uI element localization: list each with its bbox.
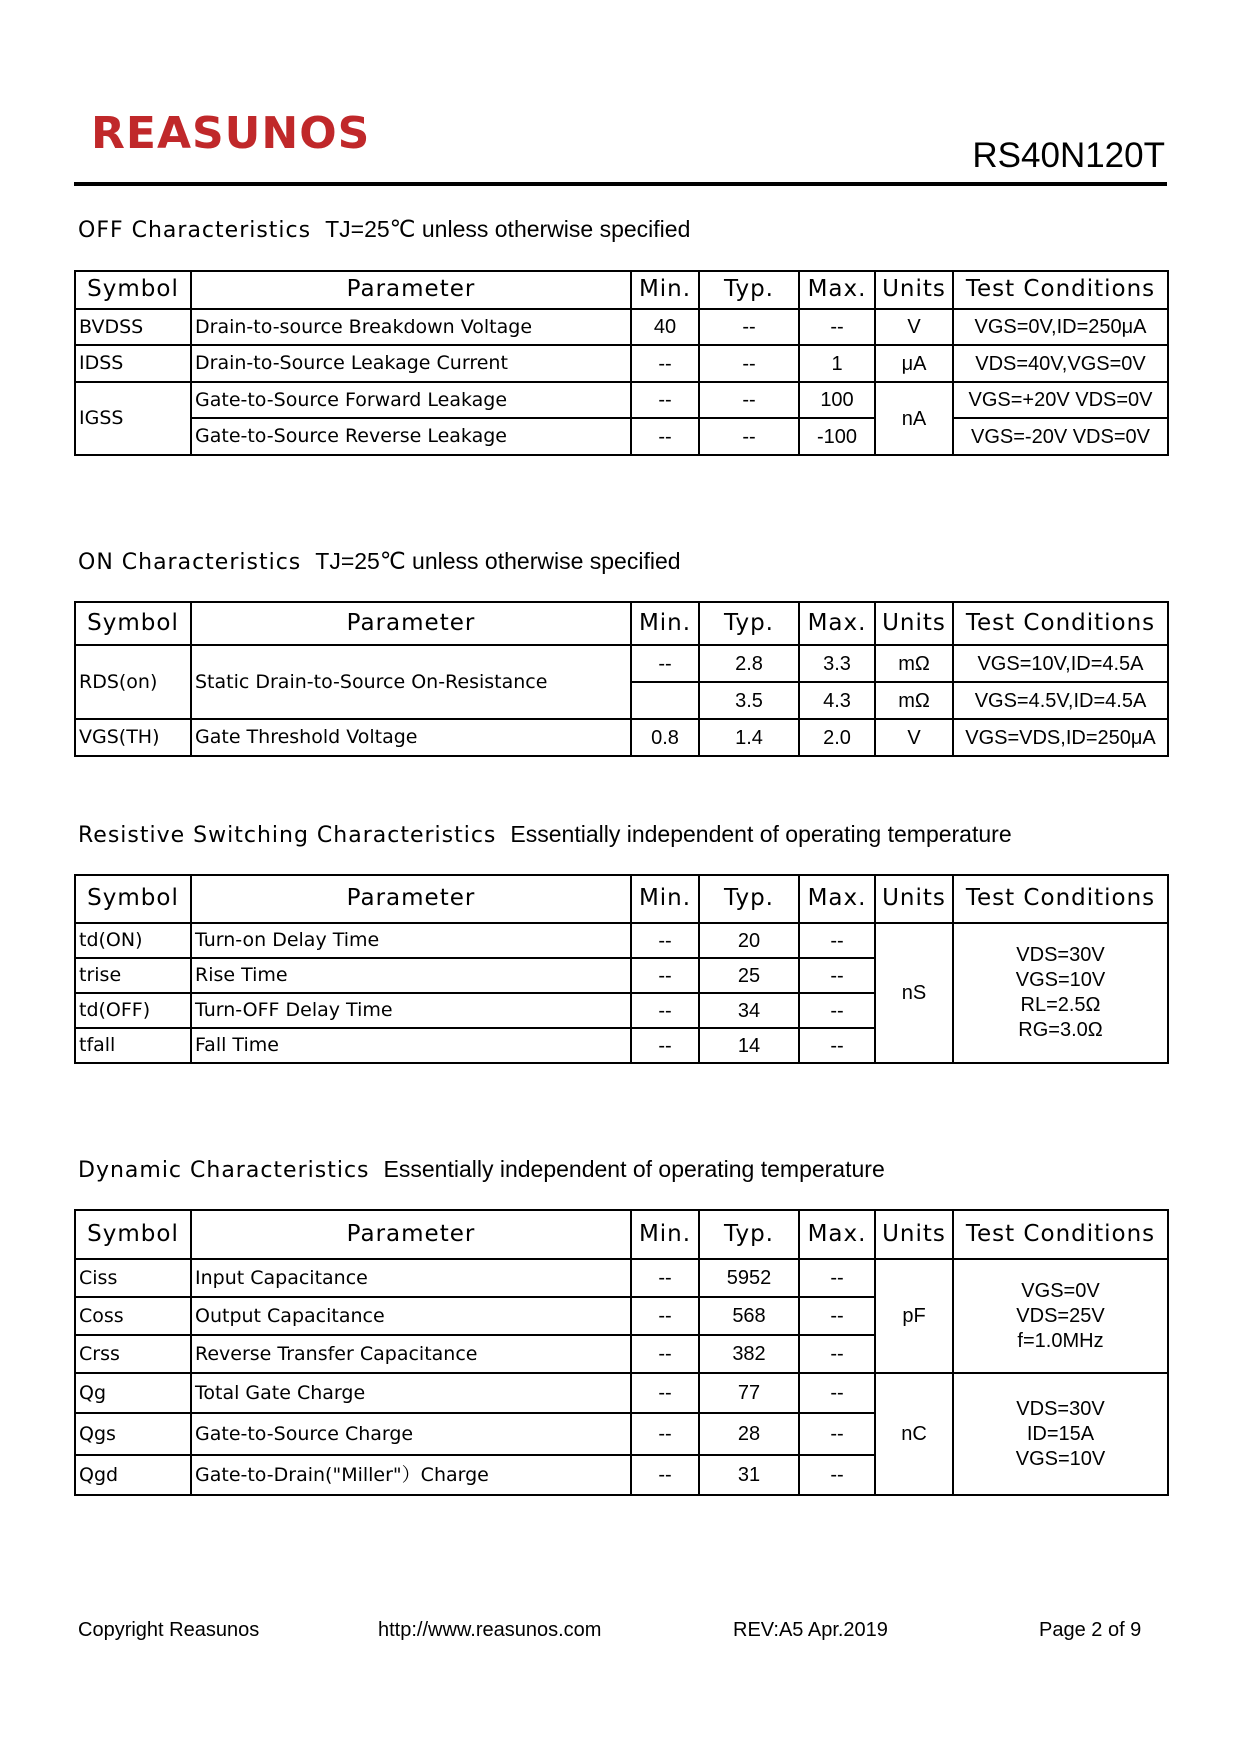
col-test-conditions: Test Conditions xyxy=(953,875,1168,923)
max-cell: 1 xyxy=(799,345,875,382)
footer-website-link[interactable]: http://www.reasunos.com xyxy=(378,1619,602,1641)
col-typ: Typ. xyxy=(699,602,799,645)
col-min: Min. xyxy=(631,875,699,923)
typ-cell: 14 xyxy=(699,1028,799,1063)
parameter-cell: Gate-to-Source Reverse Leakage xyxy=(191,418,631,455)
table-row xyxy=(75,418,1168,455)
min-cell: -- xyxy=(631,958,699,993)
symbol-cell: BVDSS xyxy=(75,309,191,345)
table-row xyxy=(75,345,1168,382)
symbol-cell: Ciss xyxy=(75,1259,191,1297)
col-parameter: Parameter xyxy=(191,271,631,309)
typ-cell: 77 xyxy=(699,1373,799,1413)
typ-cell: 3.5 xyxy=(699,682,799,719)
test-conditions-cell: VGS=4.5V,ID=4.5A xyxy=(953,682,1168,719)
table-header-row xyxy=(75,1210,1168,1259)
test-conditions-cell xyxy=(953,1259,1168,1373)
switching-title: Resistive Switching Characteristics xyxy=(78,823,497,848)
typ-cell: 382 xyxy=(699,1335,799,1373)
parameter-cell: Turn-OFF Delay Time xyxy=(191,993,631,1028)
typ-cell: 20 xyxy=(699,923,799,958)
col-min: Min. xyxy=(631,271,699,309)
table-row xyxy=(75,1259,1168,1297)
units-cell: μA xyxy=(875,345,953,382)
symbol-cell: Qg xyxy=(75,1373,191,1413)
typ-cell: 1.4 xyxy=(699,719,799,756)
units-cell: mΩ xyxy=(875,645,953,682)
test-conditions-cell: VGS=+20V VDS=0V xyxy=(953,382,1168,418)
on-condition: TJ=25℃ unless otherwise specified xyxy=(315,548,681,574)
units-cell: V xyxy=(875,309,953,345)
col-parameter: Parameter xyxy=(191,1210,631,1259)
col-max: Max. xyxy=(799,602,875,645)
col-max: Max. xyxy=(799,271,875,309)
min-cell: -- xyxy=(631,645,699,682)
min-cell: -- xyxy=(631,345,699,382)
min-cell: -- xyxy=(631,1028,699,1063)
min-cell: -- xyxy=(631,1335,699,1373)
test-conditions-cell: VGS=0V,ID=250μA xyxy=(953,309,1168,345)
col-symbol: Symbol xyxy=(75,875,191,923)
symbol-cell: IDSS xyxy=(75,345,191,382)
parameter-cell: Rise Time xyxy=(191,958,631,993)
symbol-cell: Crss xyxy=(75,1335,191,1373)
switching-condition: Essentially independent of operating temperature xyxy=(510,821,1012,847)
table-row xyxy=(75,923,1168,958)
parameter-cell: Total Gate Charge xyxy=(191,1373,631,1413)
off-title: OFF Characteristics xyxy=(78,218,312,243)
col-symbol: Symbol xyxy=(75,602,191,645)
col-typ: Typ. xyxy=(699,1210,799,1259)
max-cell: -100 xyxy=(799,418,875,455)
parameter-cell: Reverse Transfer Capacitance xyxy=(191,1335,631,1373)
max-cell: 3.3 xyxy=(799,645,875,682)
test-condition-line: VGS=10V xyxy=(1015,969,1106,991)
min-cell: -- xyxy=(631,1297,699,1335)
col-units: Units xyxy=(875,875,953,923)
test-condition-line: VDS=25V xyxy=(1016,1304,1105,1327)
footer-revision: REV:A5 Apr.2019 xyxy=(733,1619,888,1641)
table-header-row xyxy=(75,875,1168,923)
test-conditions-cell: VDS=40V,VGS=0V xyxy=(953,345,1168,382)
parameter-cell: Gate Threshold Voltage xyxy=(191,719,631,756)
min-cell xyxy=(631,682,699,719)
typ-cell: -- xyxy=(699,345,799,382)
dynamic-section-title xyxy=(78,1158,885,1182)
col-min: Min. xyxy=(631,602,699,645)
symbol-cell: td(ON) xyxy=(75,923,191,958)
typ-cell: 568 xyxy=(699,1297,799,1335)
units-cell: nA xyxy=(875,382,953,455)
col-parameter: Parameter xyxy=(191,875,631,923)
table-header-row xyxy=(75,602,1168,645)
min-cell: -- xyxy=(631,382,699,418)
max-cell: -- xyxy=(799,1297,875,1335)
units-cell: V xyxy=(875,719,953,756)
test-condition-line: VGS=0V xyxy=(1021,1279,1100,1302)
col-typ: Typ. xyxy=(699,875,799,923)
parameter-cell: Input Capacitance xyxy=(191,1259,631,1297)
max-cell: -- xyxy=(799,1259,875,1297)
min-cell: -- xyxy=(631,1373,699,1413)
dynamic-condition: Essentially independent of operating temperature xyxy=(383,1156,885,1182)
min-cell: -- xyxy=(631,923,699,958)
symbol-cell: RDS(on) xyxy=(75,645,191,719)
parameter-cell: Gate-to-Source Charge xyxy=(191,1413,631,1455)
test-condition-line: VDS=30V xyxy=(1016,1397,1105,1420)
table-row xyxy=(75,309,1168,345)
typ-cell: 2.8 xyxy=(699,645,799,682)
col-units: Units xyxy=(875,271,953,309)
typ-cell: 25 xyxy=(699,958,799,993)
off-characteristics-table xyxy=(74,270,1169,456)
col-test-conditions: Test Conditions xyxy=(953,1210,1168,1259)
part-number: RS40N120T xyxy=(972,136,1165,175)
units-cell: nC xyxy=(875,1373,953,1495)
typ-cell: 5952 xyxy=(699,1259,799,1297)
parameter-cell: Drain-to-source Breakdown Voltage xyxy=(191,309,631,345)
switching-section-title xyxy=(78,823,1012,847)
max-cell: -- xyxy=(799,1335,875,1373)
test-conditions-cell: VGS=10V,ID=4.5A xyxy=(953,645,1168,682)
on-section-title xyxy=(78,550,681,574)
test-condition-line: VDS=30V xyxy=(1016,944,1105,966)
table-row xyxy=(75,719,1168,756)
parameter-cell: Output Capacitance xyxy=(191,1297,631,1335)
off-condition: TJ=25℃ unless otherwise specified xyxy=(325,216,691,242)
col-units: Units xyxy=(875,1210,953,1259)
max-cell: -- xyxy=(799,1455,875,1495)
symbol-cell: VGS(TH) xyxy=(75,719,191,756)
col-parameter: Parameter xyxy=(191,602,631,645)
switching-characteristics-table xyxy=(74,874,1169,1064)
on-title: ON Characteristics xyxy=(78,550,302,575)
max-cell: -- xyxy=(799,958,875,993)
col-symbol: Symbol xyxy=(75,1210,191,1259)
footer-page-number: Page 2 of 9 xyxy=(1039,1619,1142,1641)
test-condition-line: ID=15A xyxy=(1026,1422,1095,1445)
parameter-cell: Static Drain-to-Source On-Resistance xyxy=(191,645,631,719)
parameter-cell: Fall Time xyxy=(191,1028,631,1063)
typ-cell: -- xyxy=(699,418,799,455)
test-condition-line: VGS=10V xyxy=(1015,1447,1106,1470)
test-conditions-cell: VGS=-20V VDS=0V xyxy=(953,418,1168,455)
col-test-conditions: Test Conditions xyxy=(953,602,1168,645)
test-conditions-cell xyxy=(953,923,1168,1063)
min-cell: 40 xyxy=(631,309,699,345)
max-cell: -- xyxy=(799,993,875,1028)
max-cell: -- xyxy=(799,1373,875,1413)
off-section-title xyxy=(78,218,690,242)
max-cell: -- xyxy=(799,1413,875,1455)
typ-cell: 34 xyxy=(699,993,799,1028)
test-conditions-cell: VGS=VDS,ID=250μA xyxy=(953,719,1168,756)
max-cell: -- xyxy=(799,309,875,345)
dynamic-title: Dynamic Characteristics xyxy=(78,1158,370,1183)
min-cell: -- xyxy=(631,1259,699,1297)
on-characteristics-table xyxy=(74,601,1169,757)
units-cell: pF xyxy=(875,1259,953,1373)
col-units: Units xyxy=(875,602,953,645)
parameter-cell: Gate-to-Drain("Miller"）Charge xyxy=(191,1455,631,1495)
max-cell: -- xyxy=(799,1028,875,1063)
col-min: Min. xyxy=(631,1210,699,1259)
parameter-cell: Drain-to-Source Leakage Current xyxy=(191,345,631,382)
max-cell: -- xyxy=(799,923,875,958)
symbol-cell: tfall xyxy=(75,1028,191,1063)
test-condition-line: RL=2.5Ω xyxy=(1020,994,1101,1016)
typ-cell: 31 xyxy=(699,1455,799,1495)
brand-logo: REASUNOS xyxy=(91,108,371,159)
units-cell: nS xyxy=(875,923,953,1063)
min-cell: -- xyxy=(631,1413,699,1455)
test-conditions-cell xyxy=(953,1373,1168,1495)
table-header-row xyxy=(75,271,1168,309)
table-row xyxy=(75,1373,1168,1413)
typ-cell: -- xyxy=(699,309,799,345)
symbol-cell: Qgd xyxy=(75,1455,191,1495)
typ-cell: 28 xyxy=(699,1413,799,1455)
symbol-cell: trise xyxy=(75,958,191,993)
dynamic-characteristics-table xyxy=(74,1209,1169,1496)
col-typ: Typ. xyxy=(699,271,799,309)
test-condition-line: RG=3.0Ω xyxy=(1018,1019,1103,1041)
min-cell: -- xyxy=(631,993,699,1028)
parameter-cell: Gate-to-Source Forward Leakage xyxy=(191,382,631,418)
header-divider xyxy=(74,182,1167,186)
col-max: Max. xyxy=(799,1210,875,1259)
min-cell: -- xyxy=(631,418,699,455)
col-max: Max. xyxy=(799,875,875,923)
table-row xyxy=(75,645,1168,682)
units-cell: mΩ xyxy=(875,682,953,719)
min-cell: -- xyxy=(631,1455,699,1495)
max-cell: 4.3 xyxy=(799,682,875,719)
col-test-conditions: Test Conditions xyxy=(953,271,1168,309)
symbol-cell: Coss xyxy=(75,1297,191,1335)
max-cell: 2.0 xyxy=(799,719,875,756)
test-condition-line: f=1.0MHz xyxy=(1017,1329,1104,1352)
min-cell: 0.8 xyxy=(631,719,699,756)
footer-copyright: Copyright Reasunos xyxy=(78,1619,260,1641)
symbol-cell: Qgs xyxy=(75,1413,191,1455)
typ-cell: -- xyxy=(699,382,799,418)
col-symbol: Symbol xyxy=(75,271,191,309)
table-row xyxy=(75,382,1168,418)
parameter-cell: Turn-on Delay Time xyxy=(191,923,631,958)
symbol-cell: td(OFF) xyxy=(75,993,191,1028)
symbol-cell: IGSS xyxy=(75,382,191,455)
max-cell: 100 xyxy=(799,382,875,418)
